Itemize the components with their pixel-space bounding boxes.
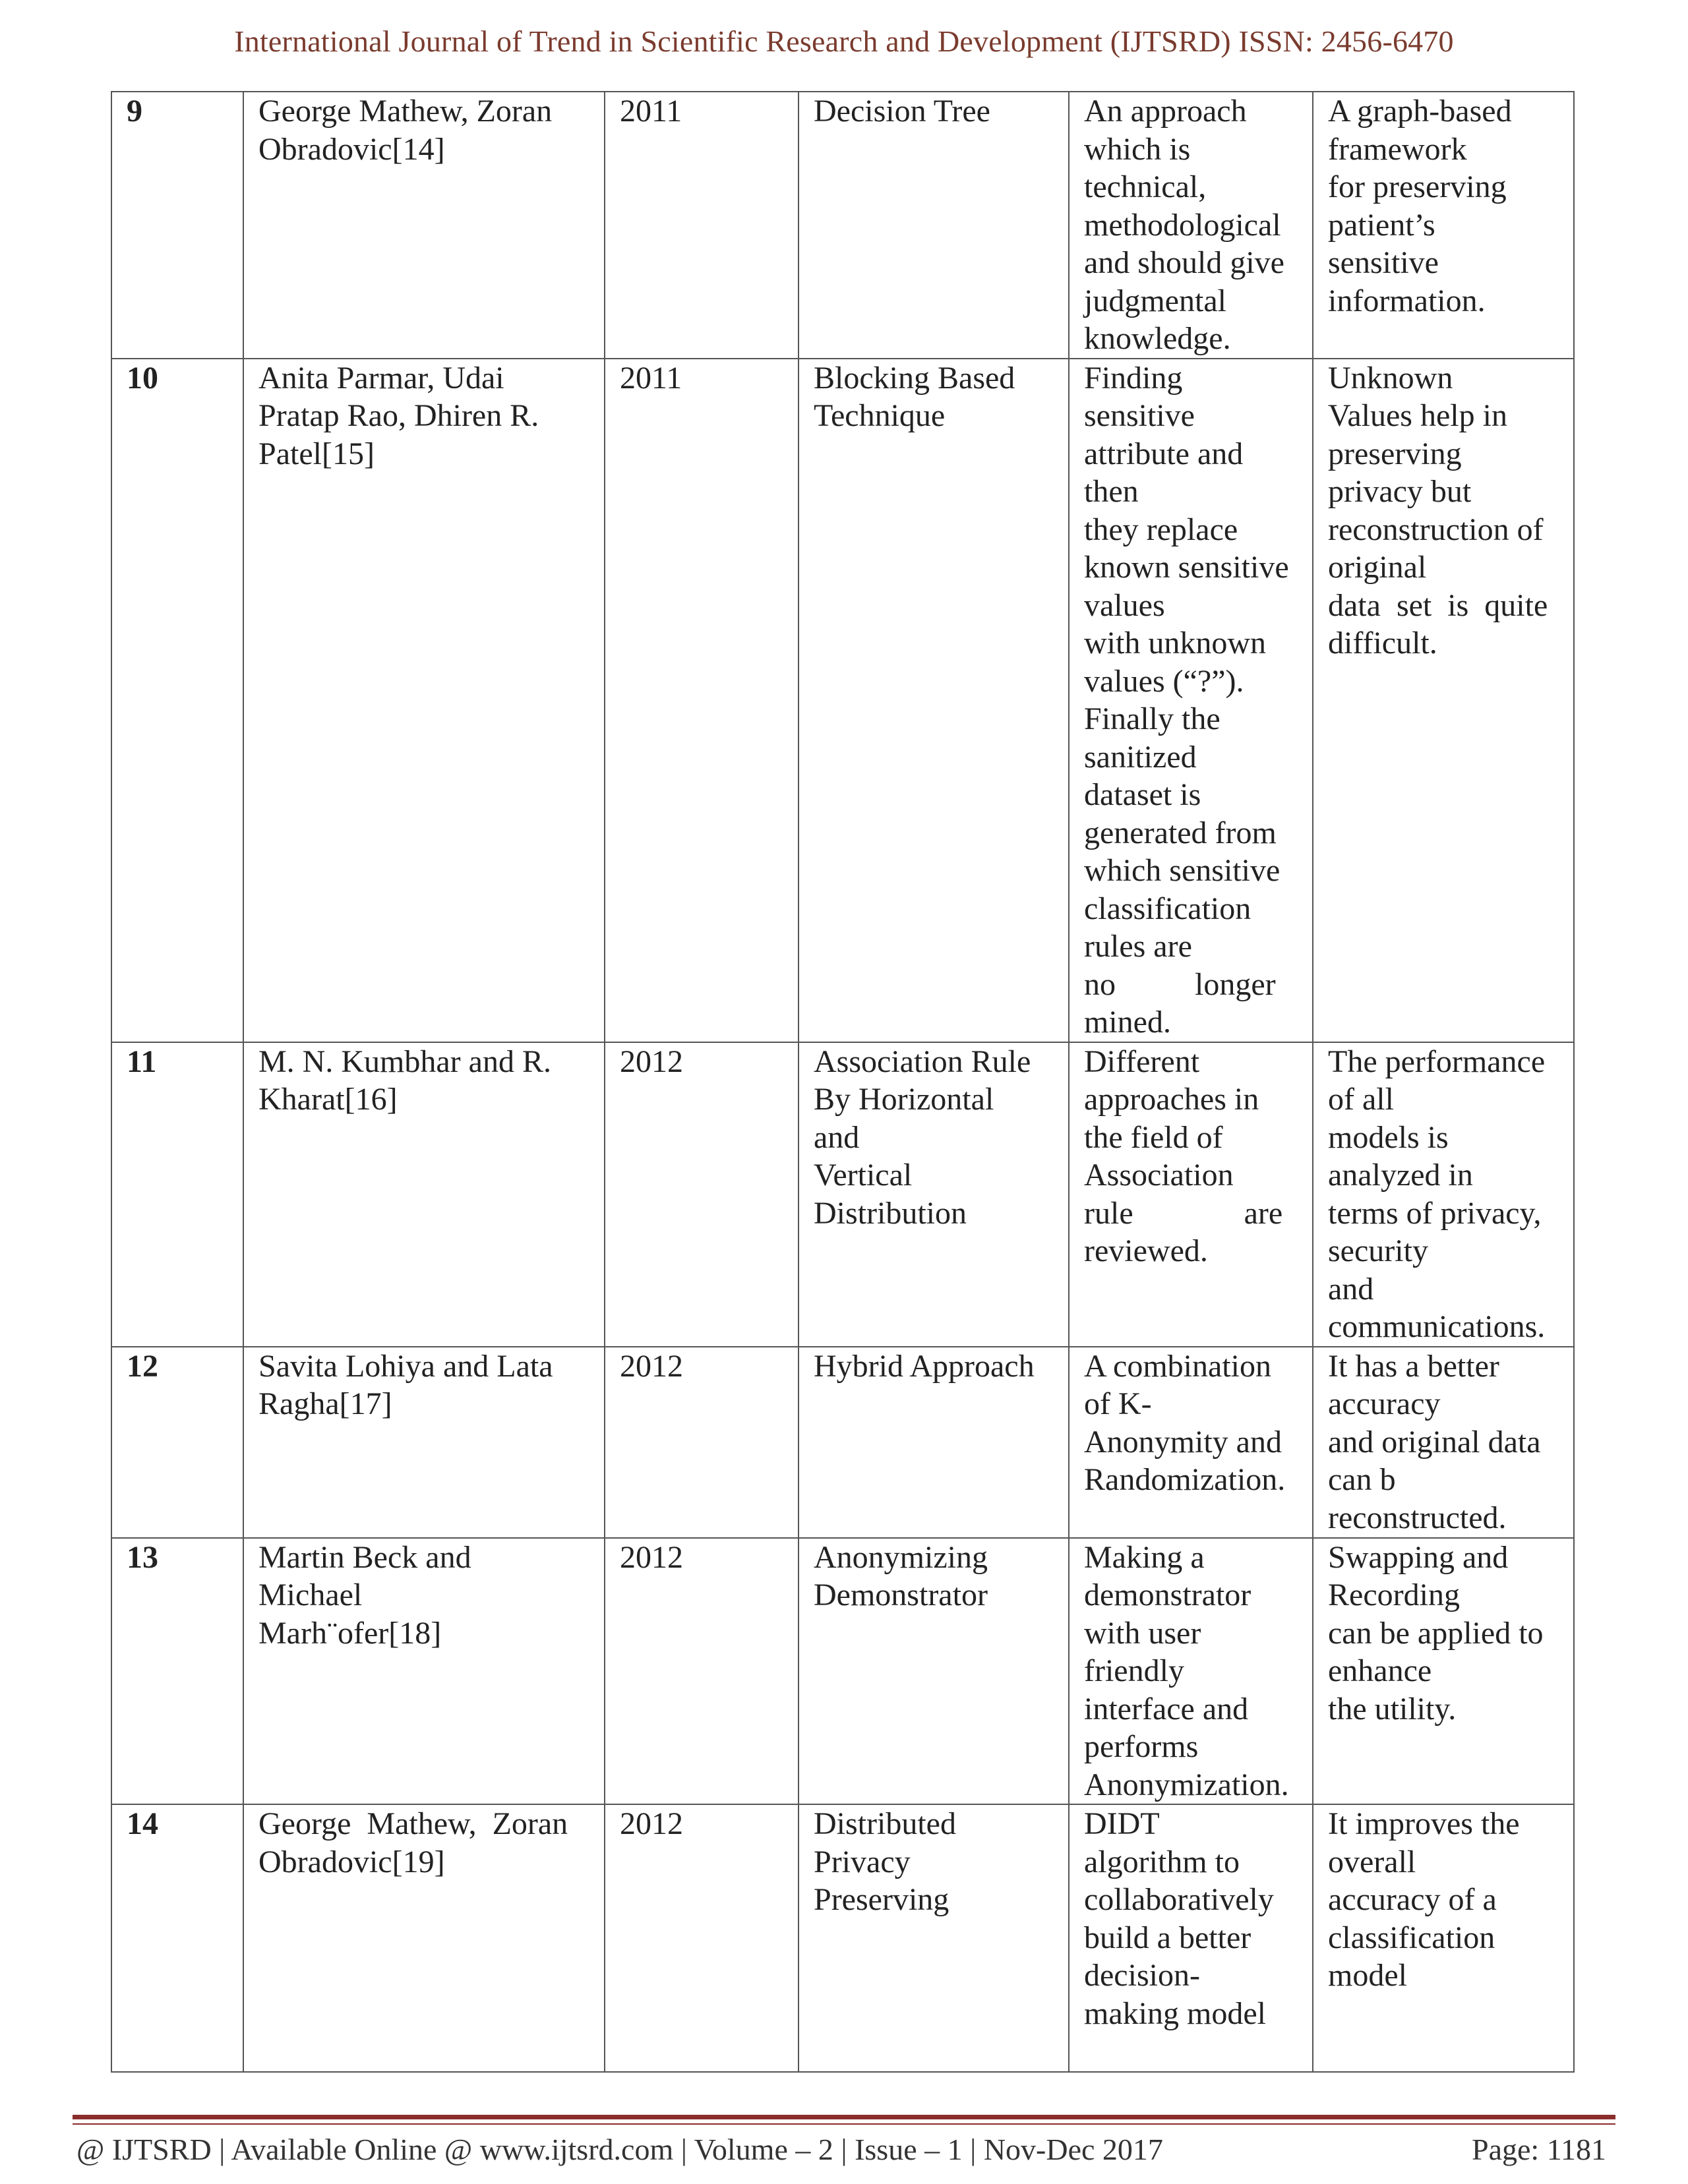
cell-serial-number (111, 359, 243, 1042)
footer-rule-thick (73, 2115, 1615, 2119)
cell-text-line: sanitized (1084, 739, 1197, 775)
cell-text-line: Distributed (814, 1806, 956, 1841)
cell-text-line: known sensitive (1084, 550, 1289, 585)
cell-text-line: original (1328, 550, 1427, 585)
cell-text-line: Obradovic[14] (258, 131, 445, 167)
cell-year (605, 1538, 799, 1805)
cell-description (1069, 1538, 1313, 1805)
page-footer (76, 2132, 1606, 2167)
cell-text-line: algorithm to (1084, 1844, 1240, 1879)
cell-remarks (1313, 1347, 1574, 1538)
cell-text-line: knowledge. (1084, 321, 1231, 356)
cell-text-line: Patel[15] (258, 436, 375, 471)
cell-text-line: Making a (1084, 1539, 1205, 1575)
cell-text-line: values (1084, 587, 1165, 623)
table-row (111, 92, 1574, 359)
cell-text-line: accuracy of a (1328, 1882, 1497, 1917)
cell-text-line: Technique (814, 398, 946, 433)
cell-text-line: Distribution (814, 1195, 967, 1231)
cell-year (605, 1042, 799, 1347)
cell-text-line: 2012 (620, 1348, 683, 1384)
footer-rule-thin (73, 2123, 1615, 2125)
cell-text-line: Recording (1328, 1578, 1460, 1612)
cell-text-line: and should give (1084, 245, 1284, 280)
table-row (111, 359, 1574, 1042)
table-row (111, 1347, 1574, 1538)
cell-text-line: Martin Beck and (258, 1539, 471, 1575)
cell-text-line: Finally the (1084, 701, 1221, 736)
cell-text-line: models is (1328, 1119, 1449, 1155)
cell-text-line: Finding (1084, 360, 1183, 396)
cell-text-line: 2011 (620, 360, 682, 396)
cell-remarks (1313, 1804, 1574, 2072)
cell-text-line: Anita Parmar, Udai (258, 360, 504, 396)
cell-text-line: Demonstrator (814, 1578, 988, 1612)
cell-text-line: Decision Tree (814, 94, 990, 129)
cell-text-line: reconstruction of (1328, 512, 1544, 547)
cell-text-line: 2012 (620, 1806, 683, 1841)
cell-text-line: Randomization. (1084, 1462, 1286, 1497)
cell-authors (243, 359, 605, 1042)
cell-text-line: Anonymizing (814, 1539, 988, 1575)
cell-text-line: with user (1084, 1615, 1201, 1651)
cell-text-line: 9 (127, 94, 142, 129)
cell-serial-number (111, 1804, 243, 2072)
cell-text-line: 10 (127, 360, 158, 396)
cell-text-line: then (1084, 474, 1139, 509)
cell-text-line: 2011 (620, 94, 682, 129)
cell-text-line: demonstrator (1084, 1578, 1251, 1612)
cell-year (605, 92, 799, 359)
cell-text-line: of all (1328, 1082, 1394, 1117)
cell-text-line: sensitive (1084, 398, 1195, 433)
cell-text-line: values (“?”). (1084, 663, 1244, 699)
cell-text-line: reconstructed. (1328, 1500, 1507, 1535)
cell-technique (799, 359, 1069, 1042)
cell-text-line: they replace (1084, 512, 1238, 547)
cell-serial-number (111, 1042, 243, 1347)
cell-text-line: Unknown (1328, 360, 1453, 396)
cell-technique (799, 92, 1069, 359)
cell-text-line: Obradovic[19] (258, 1844, 445, 1879)
cell-text-line: George Mathew, Zoran (258, 1806, 568, 1841)
cell-technique (799, 1042, 1069, 1347)
table-row (111, 1804, 1574, 2072)
cell-text-line: Blocking Based (814, 360, 1015, 396)
cell-text-line: and original data (1328, 1424, 1541, 1460)
cell-text-line: communications. (1328, 1309, 1546, 1344)
cell-text-line: technical, (1084, 169, 1207, 204)
cell-text-line: framework (1328, 131, 1467, 167)
cell-text-line: which sensitive (1084, 853, 1281, 888)
cell-text-line: patient’s (1328, 207, 1435, 243)
cell-text-line: George Mathew, Zoran (258, 94, 553, 129)
cell-technique (799, 1538, 1069, 1805)
cell-text-line: It has a better (1328, 1348, 1499, 1384)
cell-text-line: can be applied to (1328, 1615, 1544, 1651)
cell-text-line: privacy but (1328, 474, 1472, 509)
cell-text-line: 11 (127, 1044, 157, 1079)
cell-text-line: enhance (1328, 1653, 1432, 1688)
cell-text-line: collaboratively (1084, 1882, 1274, 1917)
cell-text-line: The performance (1328, 1044, 1546, 1079)
cell-text-line: DIDT (1084, 1806, 1160, 1841)
cell-text-line: Different (1084, 1044, 1200, 1079)
cell-text-line: interface and (1084, 1691, 1249, 1727)
cell-text-line: Marh¨ofer[18] (258, 1615, 442, 1651)
cell-year (605, 1347, 799, 1538)
table-row (111, 1042, 1574, 1347)
cell-authors (243, 1538, 605, 1805)
cell-text-line: accuracy (1328, 1386, 1441, 1421)
cell-text-line: information. (1328, 283, 1486, 318)
cell-text-line: Values help in (1328, 398, 1507, 433)
cell-text-line: Association Rule (814, 1044, 1031, 1079)
cell-text-line: methodological (1084, 207, 1281, 243)
cell-text-line: decision- (1084, 1958, 1200, 1993)
cell-text-line: sensitive (1328, 245, 1439, 280)
cell-text-line: and (1328, 1271, 1374, 1307)
cell-text-line: the utility. (1328, 1691, 1457, 1727)
cell-remarks (1313, 1042, 1574, 1347)
cell-authors (243, 1347, 605, 1538)
cell-text-line: no longer (1084, 966, 1276, 1002)
cell-authors (243, 1042, 605, 1347)
cell-text-line: Hybrid Approach (814, 1348, 1035, 1384)
cell-text-line: It improves the (1328, 1806, 1520, 1841)
cell-text-line: M. N. Kumbhar and R. (258, 1044, 551, 1079)
cell-text-line: Savita Lohiya and Lata (258, 1348, 553, 1384)
cell-text-line: Preserving (814, 1882, 950, 1917)
cell-technique (799, 1804, 1069, 2072)
footer-page-number: Page: 1181 (1472, 2133, 1606, 2166)
cell-text-line: can b (1328, 1462, 1396, 1497)
cell-text-line: reviewed. (1084, 1233, 1208, 1268)
cell-text-line: Ragha[17] (258, 1386, 392, 1421)
cell-text-line: rules are (1084, 929, 1192, 964)
cell-text-line: performs (1084, 1729, 1199, 1764)
cell-text-line: Michael (258, 1578, 363, 1612)
cell-text-line: classification (1084, 891, 1251, 926)
cell-text-line: for preserving (1328, 169, 1507, 204)
cell-text-line: difficult. (1328, 626, 1437, 661)
cell-text-line: making model (1084, 1995, 1266, 2031)
cell-text-line: judgmental (1084, 283, 1226, 318)
cell-text-line: security (1328, 1233, 1428, 1268)
cell-text-line: 12 (127, 1348, 158, 1384)
cell-text-line: overall (1328, 1844, 1416, 1879)
cell-text-line: generated from (1084, 815, 1277, 850)
cell-remarks (1313, 1538, 1574, 1805)
cell-technique (799, 1347, 1069, 1538)
cell-text-line: Association (1084, 1158, 1234, 1193)
cell-text-line: data set is quite (1328, 587, 1548, 623)
cell-description (1069, 359, 1313, 1042)
cell-text-line: with unknown (1084, 626, 1266, 661)
cell-text-line: mined. (1084, 1005, 1171, 1040)
cell-text-line: Anonymization. (1084, 1767, 1289, 1802)
cell-serial-number (111, 1347, 243, 1538)
cell-text-line: preserving (1328, 436, 1462, 471)
cell-text-line: approaches in (1084, 1082, 1259, 1117)
cell-text-line: Anonymity and (1084, 1424, 1282, 1460)
cell-text-line: model (1328, 1958, 1407, 1993)
cell-text-line: A graph-based (1328, 94, 1512, 129)
table-row (111, 1538, 1574, 1805)
cell-authors (243, 1804, 605, 2072)
cell-text-line: of K- (1084, 1386, 1152, 1421)
cell-text-line: 2012 (620, 1539, 683, 1575)
cell-year (605, 1804, 799, 2072)
cell-description (1069, 1804, 1313, 2072)
cell-text-line: A combination (1084, 1348, 1271, 1384)
cell-text-line: build a better (1084, 1920, 1251, 1955)
cell-text-line: rule are (1084, 1195, 1283, 1231)
cell-text-line: Kharat[16] (258, 1082, 398, 1117)
cell-text-line: An approach (1084, 94, 1247, 129)
cell-text-line: Privacy (814, 1844, 911, 1879)
cell-text-line: terms of privacy, (1328, 1195, 1542, 1231)
cell-text-line: friendly (1084, 1653, 1184, 1688)
cell-text-line: attribute and (1084, 436, 1244, 471)
cell-text-line: and (814, 1119, 860, 1155)
cell-text-line: dataset is (1084, 777, 1201, 812)
cell-text-line: classification (1328, 1920, 1495, 1955)
cell-text-line: the field of (1084, 1119, 1223, 1155)
cell-text-line: Vertical (814, 1158, 913, 1193)
cell-text-line: By Horizontal (814, 1082, 994, 1117)
journal-header: International Journal of Trend in Scientific Research and Development (IJTSRD) ISSN: 2456-6470 (234, 24, 1454, 58)
cell-remarks (1313, 92, 1574, 359)
cell-text-line: analyzed in (1328, 1158, 1473, 1193)
cell-remarks (1313, 359, 1574, 1042)
cell-description (1069, 1042, 1313, 1347)
cell-serial-number (111, 1538, 243, 1805)
cell-text-line: Pratap Rao, Dhiren R. (258, 398, 539, 433)
footer-publication-info: @ IJTSRD | Available Online @ www.ijtsrd.com | Volume – 2 | Issue – 1 | Nov-Dec 2017 (76, 2133, 1163, 2166)
cell-description (1069, 1347, 1313, 1538)
cell-year (605, 359, 799, 1042)
cell-description (1069, 92, 1313, 359)
cell-text-line: 13 (127, 1539, 158, 1575)
cell-text-line: Swapping and (1328, 1539, 1509, 1575)
cell-authors (243, 92, 605, 359)
literature-table (111, 91, 1575, 2073)
cell-text-line: 14 (127, 1806, 158, 1841)
cell-serial-number (111, 92, 243, 359)
cell-text-line: 2012 (620, 1044, 683, 1079)
cell-text-line: which is (1084, 131, 1191, 167)
